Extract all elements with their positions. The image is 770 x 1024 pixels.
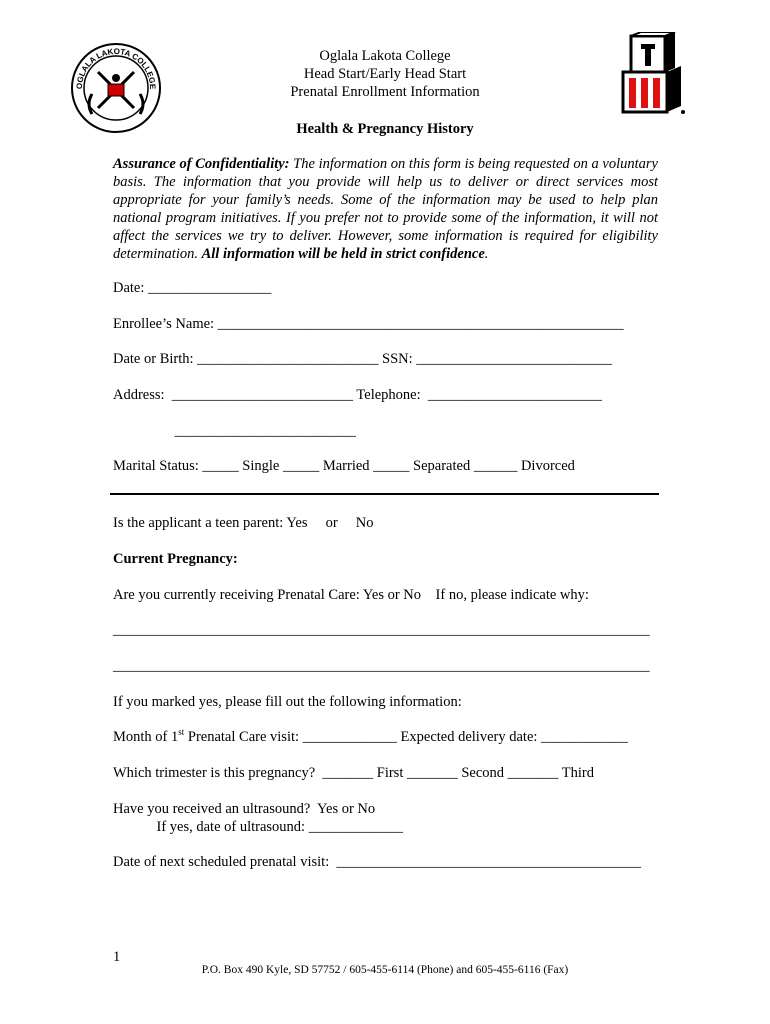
confidentiality-body: The information on this form is being requested on a voluntary basis. The information that you provide will help us to deliver or direct services most appropriate for your family’s needs. Some of the information may be used to help plan national program initiatives. If you prefer not to provide some of the information, it will not affect the services we try to deliver. However, some information is required for eligibility determination. bbox=[113, 156, 658, 262]
seal-text: OGLALA LAKOTA COLLEGE bbox=[74, 46, 158, 90]
ultrasound-date-field[interactable]: If yes, date of ultrasound: _____________ bbox=[113, 819, 403, 835]
teen-parent-question[interactable]: Is the applicant a teen parent: Yes or No bbox=[113, 515, 374, 531]
confidentiality-strong: All information will be held in strict confidence bbox=[201, 246, 485, 262]
confidentiality-end: . bbox=[484, 246, 489, 262]
document-header bbox=[0, 47, 770, 101]
next-visit-field[interactable]: Date of next scheduled prenatal visit: __________________________________________ bbox=[113, 854, 641, 870]
program-name: Head Start/Early Head Start bbox=[303, 66, 467, 82]
month-superscript: st bbox=[178, 727, 185, 738]
current-pregnancy-heading: Current Pregnancy: bbox=[113, 551, 238, 567]
if-yes-instruction: If you marked yes, please fill out the following information: bbox=[113, 694, 462, 710]
dob-ssn-field[interactable]: Date or Birth: _________________________ SSN: ___________________________ bbox=[113, 351, 613, 367]
page-number: 1 bbox=[113, 949, 121, 965]
address-telephone-field[interactable]: Address: _________________________ Telephone: ________________________ bbox=[113, 387, 602, 403]
ultrasound-question[interactable]: Have you received an ultrasound? Yes or No bbox=[113, 801, 376, 817]
date-field[interactable]: Date: _________________ bbox=[113, 280, 272, 296]
prenatal-care-question[interactable]: Are you currently receiving Prenatal Care: Yes or No If no, please indicate why: bbox=[113, 587, 589, 603]
first-visit-delivery-field[interactable] bbox=[113, 729, 628, 746]
trimester-field[interactable]: Which trimester is this pregnancy? _______ First _______ Second _______ Third bbox=[113, 765, 594, 781]
marital-status-field[interactable]: Marital Status: _____ Single _____ Married _____ Separated ______ Divorced bbox=[113, 458, 575, 474]
college-name: Oglala Lakota College bbox=[319, 48, 451, 64]
document-name: Prenatal Enrollment Information bbox=[290, 84, 480, 100]
month-rest: Prenatal Care visit: _____________ Expected delivery date: ____________ bbox=[184, 729, 629, 745]
confidentiality-label: Assurance of Confidentiality: bbox=[113, 156, 290, 172]
month-prefix: Month of 1 bbox=[113, 729, 179, 745]
section-divider bbox=[110, 493, 659, 495]
reason-blank-line-2[interactable]: __________________________________________________________________________ bbox=[113, 658, 650, 674]
form-title: Health & Pregnancy History bbox=[296, 121, 474, 137]
confidentiality-statement bbox=[113, 155, 658, 263]
enrollee-name-field[interactable]: Enrollee’s Name: ________________________________________________________ bbox=[113, 316, 624, 332]
address-line2-field[interactable]: _________________________ bbox=[113, 423, 356, 439]
footer-contact: P.O. Box 490 Kyle, SD 57752 / 605-455-6114 (Phone) and 605-455-6116 (Fax) bbox=[201, 964, 569, 976]
reason-blank-line-1[interactable]: __________________________________________________________________________ bbox=[113, 622, 650, 638]
